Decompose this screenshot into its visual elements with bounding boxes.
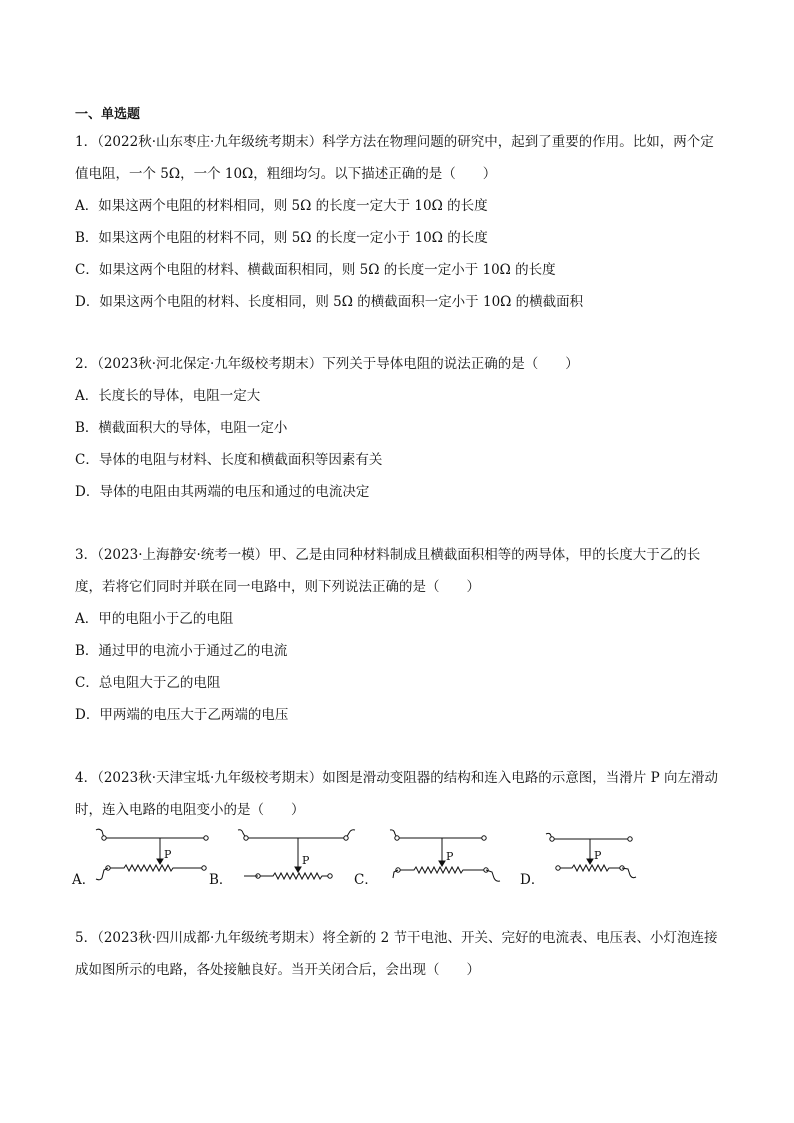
option-d: D．甲两端的电压大于乙两端的电压 <box>75 707 289 723</box>
section-title: 一、单选题 <box>75 107 141 122</box>
option-a: A．甲的电阻小于乙的电阻 <box>75 611 234 627</box>
question-2 <box>75 348 720 508</box>
slider-label: P <box>164 848 172 861</box>
option-c: C．导体的电阻与材料、长度和横截面积等因素有关 <box>75 452 383 468</box>
option-b: B．通过甲的电流小于通过乙的电流 <box>75 643 288 659</box>
option-c: C．总电阻大于乙的电阻 <box>75 675 221 691</box>
option-d: D．导体的电阻由其两端的电压和通过的电流决定 <box>75 484 370 500</box>
rheostat-diagrams <box>68 826 718 888</box>
option-c: C．如果这两个电阻的材料、横截面积相同，则 5Ω 的长度一定小于 10Ω 的长度 <box>75 262 556 278</box>
figure-label-c: C． <box>354 872 378 888</box>
rheostat-figure-a <box>96 829 208 880</box>
rheostat-figure-d <box>546 833 636 877</box>
rheostat-figure-b <box>238 830 355 879</box>
option-b: B．横截面积大的导体，电阻一定小 <box>75 420 288 436</box>
option-b: B．如果这两个电阻的材料不同，则 5Ω 的长度一定小于 10Ω 的长度 <box>75 230 488 246</box>
rheostat-figure-c <box>390 830 500 881</box>
slider-label: P <box>446 850 454 863</box>
question-stem: 5．（2023秋·四川成都·九年级统考期末）将全新的 2 节干电池、开关、完好的电流表、电压表、小灯泡连接成如图所示的电路，各处接触良好。当开关闭合后，会出现（ ） <box>75 930 718 978</box>
option-a: A．长度长的导体，电阻一定大 <box>75 388 261 404</box>
question-1 <box>75 126 720 318</box>
question-3 <box>75 539 720 731</box>
option-d: D．如果这两个电阻的材料、长度相同，则 5Ω 的横截面积一定小于 10Ω 的横截面积 <box>75 294 584 310</box>
question-stem: 3．（2023·上海静安·统考一模）甲、乙是由同种材料制成且横截面积相等的两导体，甲的长度大于乙的长度，若将它们同时并联在同一电路中，则下列说法正确的是（ ） <box>75 547 701 595</box>
figure-label-b: B． <box>209 872 233 888</box>
option-a: A．如果这两个电阻的材料相同，则 5Ω 的长度一定大于 10Ω 的长度 <box>75 198 488 214</box>
slider-label: P <box>594 849 602 862</box>
slider-label: P <box>302 854 310 867</box>
question-stem: 1．（2022秋·山东枣庄·九年级统考期末）科学方法在物理问题的研究中，起到了重要的作用。比如，两个定值电阻，一个 5Ω，一个 10Ω，粗细均匀。以下描述正确的是（ ） <box>75 134 714 182</box>
figure-label-a: A． <box>72 872 96 888</box>
rheostat-figures <box>68 826 718 888</box>
question-5 <box>75 922 720 986</box>
question-4 <box>75 762 720 826</box>
question-stem: 2．（2023秋·河北保定·九年级校考期末）下列关于导体电阻的说法正确的是（ ） <box>75 356 579 372</box>
question-stem: 4．（2023秋·天津宝坻·九年级校考期末）如图是滑动变阻器的结构和连入电路的示意图，当滑片 P 向左滑动时，连入电路的电阻变小的是（ ） <box>75 770 718 818</box>
figure-label-d: D． <box>520 872 545 888</box>
